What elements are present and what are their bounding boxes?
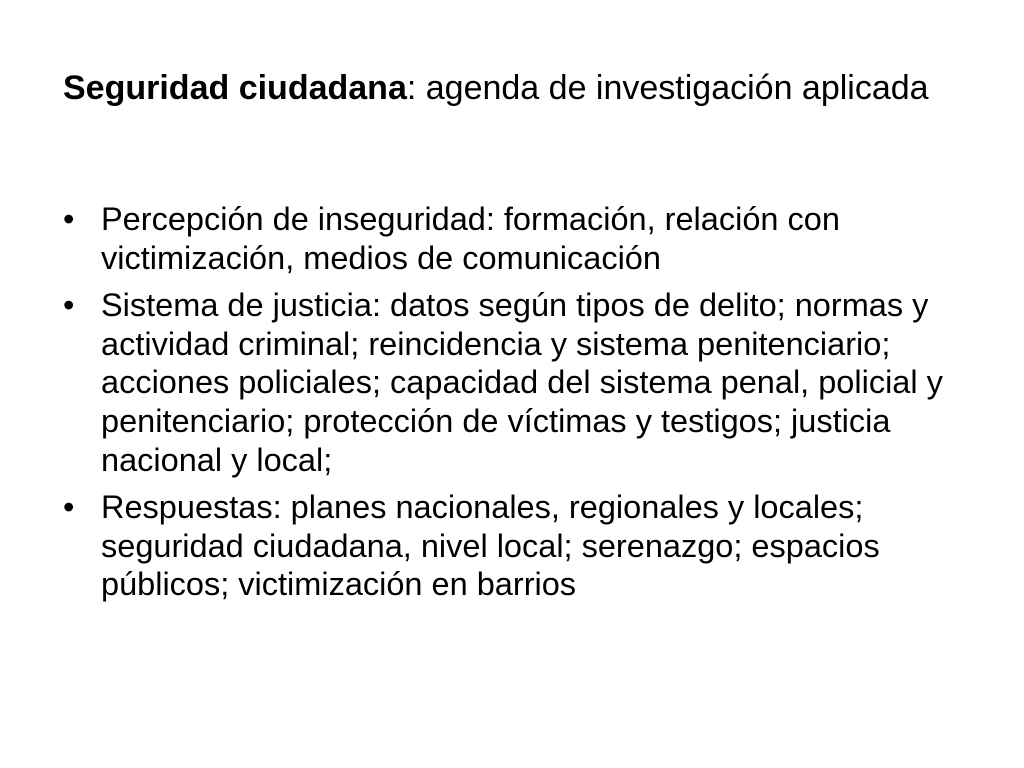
bullet-dot-icon: •: [63, 287, 75, 324]
bullet-text: Percepción de inseguridad: formación, relación con victimización, medios de comunicación: [101, 201, 840, 276]
bullet-dot-icon: •: [63, 489, 75, 526]
bullet-text: Respuestas: planes nacionales, regionales y locales; seguridad ciudadana, nivel local; serenazgo; espacios públicos; victimización en barrios: [101, 489, 880, 603]
bullet-list: [63, 200, 963, 613]
bullet-text: Sistema de justicia: datos según tipos de delito; normas y actividad criminal; reincidencia y sistema penitenciario; acciones policiales; capacidad del sistema penal, policial y penitenciario; protección de víctimas y testigos; justicia nacional y local;: [101, 287, 943, 478]
slide-title: [63, 68, 999, 108]
bullet-item-responses: [63, 488, 963, 604]
bullet-item-perception: [63, 200, 963, 277]
bullet-dot-icon: •: [63, 201, 75, 237]
title-bold-text: Seguridad ciudadana: [63, 69, 407, 107]
bullet-item-justice-system: [63, 286, 963, 479]
title-rest-text: : agenda de investigación aplicada: [406, 69, 929, 107]
